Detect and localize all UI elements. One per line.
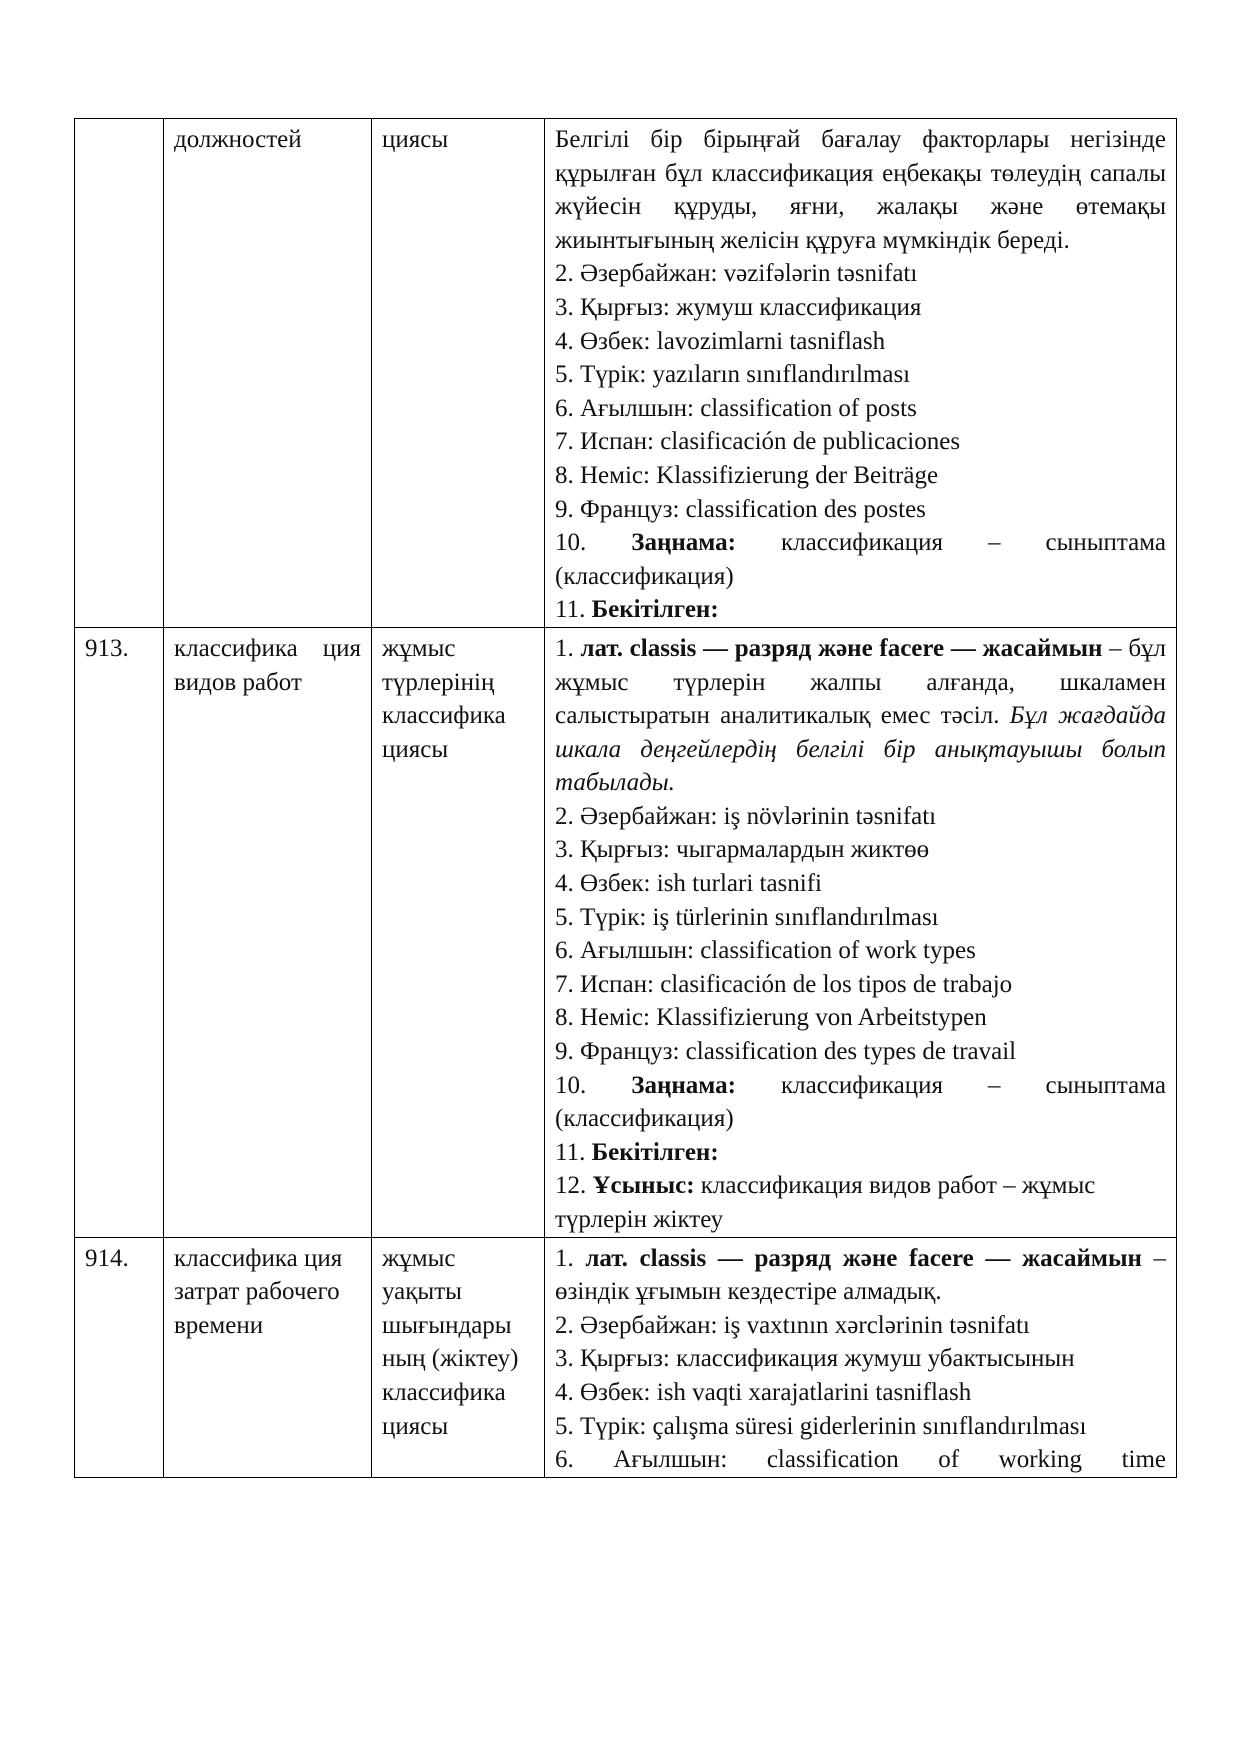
definition-text: Белгілі бір бірыңғай бағалау факторлары негізінде құрылған бұл классификация еңбекақы төлеудің сапалы жүйесін құруды, яғни, жалақы және өтемақы жиынтығының желісін құруға мүмкіндік береді. [555,126,1166,254]
russian-term: классифика ция видов работ [164,627,372,1237]
translation-spanish: 7. Испан: clasificación de publicaciones [555,428,961,456]
legislation-note: 10. Заңнама: классификация – сыныптама (классификация) [555,1071,1166,1133]
suggestion-label: Ұсыныс: [592,1172,695,1200]
translation-german: 8. Неміс: Klassifizierung der Beiträge [555,461,939,489]
translation-english: 6. Ағылшын: classification of work types [555,937,976,965]
translation-kyrgyz: 3. Қырғыз: классификация жумуш убактысынын [555,1345,1075,1373]
kazakh-term: жұмыс түрлерінің классифика циясы [372,627,545,1237]
translation-uzbek: 4. Өзбек: ish turlari tasnifi [555,870,823,898]
translation-kyrgyz: 3. Қырғыз: чыгармалардын жиктөө [555,836,930,864]
suggestion-note: 12. Ұсыныс: классификация видов работ – жұмыс түрлерін жіктеу [555,1172,1096,1233]
translation-german: 8. Неміс: Klassifizierung von Arbeitstypen [555,1004,987,1032]
approved-note: 11. Бекітілген: [555,596,719,624]
entry-number: 914. [75,1237,164,1477]
etymology: лат. classis — разряд және facere — жасаймын [580,634,1103,662]
definition-cell [545,1237,1177,1477]
translation-english: 6. Ағылшын: classification of posts [555,394,917,422]
etymology-definition: 1. лат. classis — разряд және facere — жасаймын – өзіндік ұғымын кездестіре алмадық. [555,1244,1167,1306]
kazakh-term: жұмыс уақыты шығындары ның (жіктеу) классифика циясы [372,1237,545,1477]
translation-turkish: 5. Түрік: yazıların sınıflandırılması [555,361,911,389]
russian-term: классифика ция затрат рабочего времени [164,1237,372,1477]
approved-label: Бекітілген: [591,1138,719,1166]
translation-uzbek: 4. Өзбек: lavozimlarni tasniflash [555,327,886,355]
kazakh-term: циясы [372,119,545,628]
entry-number: 913. [75,627,164,1237]
legislation-label: Заңнама: [631,529,736,557]
legislation-note: 10. Заңнама: классификация – сыныптама (классификация) [555,529,1166,590]
definition-cell [545,119,1177,628]
translation-turkish: 5. Түрік: iş türlerinin sınıflandırılması [555,903,939,931]
translation-english: 6. Ағылшын: classification of working time [555,1446,1166,1474]
translation-french: 9. Француз: classification des types de travail [555,1038,1017,1066]
definition-italic: Бұл жағдайда шкала деңгейлердің белгілі бір анықтауышы болып табылады. [555,702,1166,797]
translation-uzbek: 4. Өзбек: ish vaqti xarajatlarini tasniflash [555,1378,972,1406]
translation-turkish: 5. Түрік: çalışma süresi giderlerinin sınıflandırılması [555,1412,1087,1440]
legislation-label: Заңнама: [631,1071,736,1099]
translation-azerbaijani: 2. Әзербайжан: iş növlərinin təsnifatı [555,802,937,830]
russian-term: должностей [164,119,372,628]
table-row [75,1237,1177,1477]
translation-spanish: 7. Испан: clasificación de los tipos de trabajo [555,970,1013,998]
translation-kyrgyz: 3. Қырғыз: жумуш классификация [555,293,922,321]
table-row [75,119,1177,628]
approved-note: 11. Бекітілген: [555,1138,719,1166]
dictionary-table [74,118,1177,1478]
table-row [75,627,1177,1237]
etymology: лат. classis — разряд және facere — жасаймын [585,1244,1142,1272]
approved-label: Бекітілген: [591,596,719,624]
translation-azerbaijani: 2. Әзербайжан: iş vaxtının xərclərinin təsnifatı [555,1311,1030,1339]
etymology-definition: 1. лат. classis — разряд және facere — жасаймын – бұл жұмыс түрлерін жалпы алғанда, шкаламен салыстыратын аналитикалық емес тәсіл. Бұл жағдайда шкала деңгейлердің белгілі бір анықтауышы болып табылады. [555,634,1167,797]
definition-cell [545,627,1177,1237]
translation-azerbaijani: 2. Әзербайжан: vəzifələrin təsnifatı [555,260,918,288]
translation-french: 9. Француз: classification des postes [555,495,926,523]
entry-number [75,119,164,628]
